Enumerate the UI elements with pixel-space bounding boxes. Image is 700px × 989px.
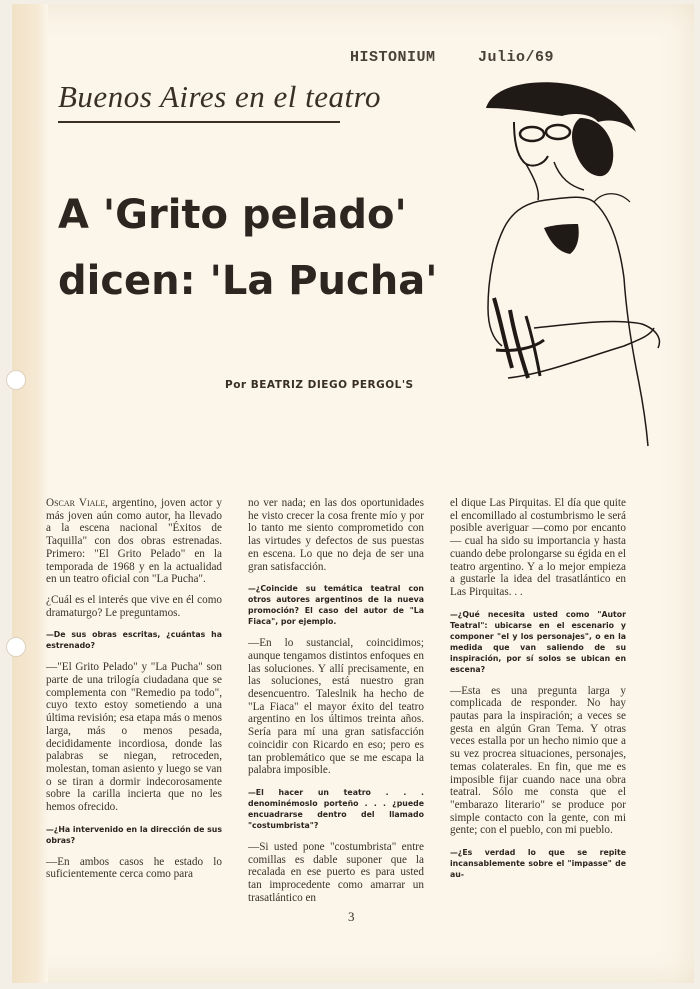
column-2-question-1: —¿Coincide su temática teatral con otros autores argentinos de la nueva promoción? El caso del autor de "La Fiaca", por ejemplo.	[248, 584, 424, 627]
column-3-paragraph-2: —Esta es una pregunta larga y complicada de responder. No hay pautas para la inspiración; a veces se gesta en algún Gran Tema. Y otras veces estalla por un hecho nimio que a su vez procrea situaciones, personajes, temas colaterales. En fin, que me es imposible fijar cuando nace una obra teatral. Sólo me consta que el "embarazo literario" se produce por simple contacto con la gente, con mi gente; con el pueblo, con mi pueblo.	[450, 684, 626, 837]
column-2-paragraph-2: —En lo sustancial, coincidimos; aunque tengamos distintos enfoques en las soluciones. Y allí precisamente, en las soluciones, está nuestro gran desencuentro. Taleslnik ha hecho de "La Fiaca" el mayor éxito del teatro argentino en los últimos treinta años. Sería para mí una gran satisfacción coincidir con Ricardo en eso; pero es tan problemático que se me escapa la palabra imposible.	[248, 637, 424, 777]
binding-strip	[12, 4, 48, 983]
punch-hole-bottom	[6, 637, 26, 657]
stamp-date: Julio/69	[478, 49, 555, 66]
column-2-question-2: —El hacer un teatro . . . denominémoslo porteño . . . ¿puede encuadrarse dentro del llamado "costumbrista"?	[248, 787, 424, 830]
column-3-question-1: —¿Qué necesita usted como "Autor Teatral": ubicarse en el escenario y componer "el y los personajes", o en la medida que van saliendo de su inspiración, por sí solos se ubican en escena?	[450, 609, 626, 674]
headline-line-2: dicen: 'La Pucha'	[58, 258, 438, 304]
column-2-paragraph-3: —Si usted pone "costumbrista" entre comillas es dable suponer que la recalada en ese puerto es para usted tan improcedente como amarrar un trasatlántico en	[248, 840, 424, 904]
column-1-question-2: —¿Ha intervenido en la dirección de sus obras?	[46, 824, 222, 845]
column-1-paragraph-2: ¿Cuál es el interés que vive en él como dramaturgo? Le preguntamos.	[46, 593, 222, 619]
author-name: Oscar Viale	[46, 497, 106, 509]
punch-hole-top	[6, 370, 26, 390]
column-1-question-1: —De sus obras escritas, ¿cuántas ha estrenado?	[46, 630, 222, 651]
column-2-paragraph-1: no ver nada; en las dos oportunidades he visto crecer la cosa frente mío y por lo tanto me siento comprometido con las virtudes y defectos de sus puestas en escena. Lo que no deja de ser una gran satisfacción.	[248, 497, 424, 573]
article-column-3	[450, 497, 626, 890]
column-1-intro-paragraph	[46, 497, 222, 586]
column-3-paragraph-1: el dique Las Pirquitas. El día que quite el encomillado al costumbrismo le será posible averiguar —como por encanto— cual ha sido su importancia y hasta cuando debe prolongarse su égida en el teatro argentino. Y a lo mejor empieza a gustarle la idea del trasatlántico en Las Pirquitas. . .	[450, 497, 626, 598]
column-1-intro-text: , argentino, joven actor y más joven aún como autor, ha llevado a la escena nacional "Éxitos de Taquilla" con dos obras estrenadas. Primero: "El Grito Pelado" en la temporada de 1968 y en la actualidad en un teatro oficial con "La Pucha".	[46, 497, 222, 586]
article-column-2	[248, 497, 424, 912]
stamp-magazine: HISTONIUM	[350, 49, 436, 66]
section-divider	[58, 121, 340, 123]
headline-line-1: A 'Grito pelado'	[58, 192, 407, 238]
byline: Por BEATRIZ DIEGO PERGOL'S	[225, 379, 414, 391]
magazine-page	[12, 4, 694, 983]
article-column-1	[46, 497, 222, 889]
page-number: 3	[348, 909, 355, 924]
column-1-paragraph-3: —"El Grito Pelado" y "La Pucha" son parte de una trilogía ciudadana que se complementa con "Remedio pa todo", cuyo texto estoy sometiendo a una última revisión; esa etapa más o menos larga, más o menos pesada, decididamente incordiosa, donde las palabras se niegan, retroceden, molestan, toman asiento y luego se van o se tiran a dormir indecorosamente sobre la carilla incierta que no les hemos ofrecido.	[46, 661, 222, 814]
column-1-paragraph-4: —En ambos casos he estado lo suficientemente cerca como para	[46, 855, 222, 881]
section-title: Buenos Aires en el teatro	[58, 79, 382, 114]
woman-illustration	[474, 78, 666, 450]
column-3-question-2: —¿Es verdad lo que se repite incansablemente sobre el "impasse" de au-	[450, 848, 626, 880]
